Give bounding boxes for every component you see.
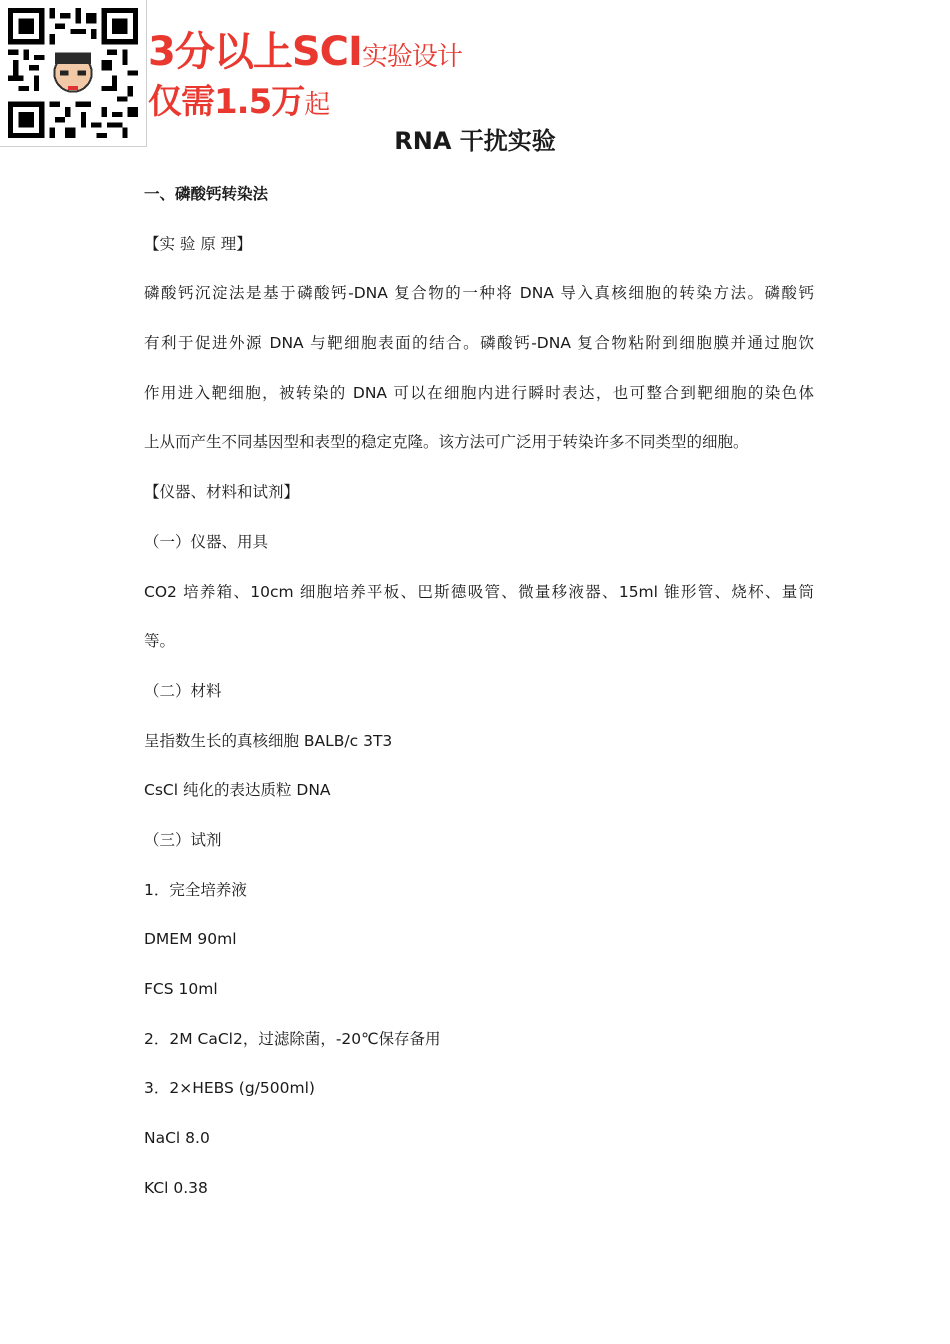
- list-item: 1．完全培养液: [144, 880, 247, 899]
- subheading-reagents: （三）试剂: [144, 830, 222, 849]
- list-item: KCl 0.38: [144, 1178, 208, 1197]
- list-item: 2．2M CaCl2，过滤除菌，-20℃保存备用: [144, 1029, 441, 1048]
- list-item: FCS 10ml: [144, 980, 218, 998]
- list-item: 3．2×HEBS (g/500ml): [144, 1079, 315, 1098]
- document-body: [144, 170, 814, 1213]
- subheading-materials: 【仪器、材料和试剂】: [144, 483, 300, 502]
- ad-price[interactable]: [148, 80, 329, 127]
- list-item: NaCl 8.0: [144, 1129, 210, 1148]
- subheading-materials-list: （二）材料: [144, 681, 222, 700]
- subheading-instruments: （一）仪器、用具: [144, 532, 269, 551]
- paragraph-line: 上从而产生不同基因型和表型的稳定克隆。该方法可广泛用于转染许多不同类型的细胞。: [144, 433, 749, 452]
- ad-headline-small: 实验设计: [361, 42, 462, 72]
- ad-price-big: 仅需1.5万: [148, 82, 305, 122]
- paragraph-line: 作用进入靶细胞，被转染的 DNA 可以在细胞内进行瞬时表达，也可整合到靶细胞的染色体: [144, 383, 814, 402]
- qr-code-icon: [8, 8, 138, 138]
- paragraph-line: 等。: [144, 632, 176, 651]
- paragraph-line: 磷酸钙沉淀法是基于磷酸钙-DNA 复合物的一种将 DNA 导入真核细胞的转染方法。磷酸钙: [144, 284, 814, 303]
- ad-headline-big: 3分以上SCI: [148, 29, 362, 75]
- document-title: RNA 干扰实验: [394, 127, 556, 155]
- ad-price-small: 起: [304, 90, 330, 120]
- subheading-principle: 【实 验 原 理】: [144, 234, 252, 253]
- ad-headline[interactable]: [148, 28, 462, 81]
- list-item: DMEM 90ml: [144, 930, 237, 949]
- list-item: 呈指数生长的真核细胞 BALB/c 3T3: [144, 731, 393, 750]
- paragraph-line: 有利于促进外源 DNA 与靶细胞表面的结合。磷酸钙-DNA 复合物粘附到细胞膜并通过胞饮: [144, 334, 814, 353]
- list-item: CsCl 纯化的表达质粒 DNA: [144, 781, 331, 800]
- section-heading: 一、磷酸钙转染法: [144, 185, 269, 203]
- paragraph-line: CO2 培养箱、10cm 细胞培养平板、巴斯德吸管、微量移液器、15ml 锥形管、烧杯、量筒: [144, 582, 814, 601]
